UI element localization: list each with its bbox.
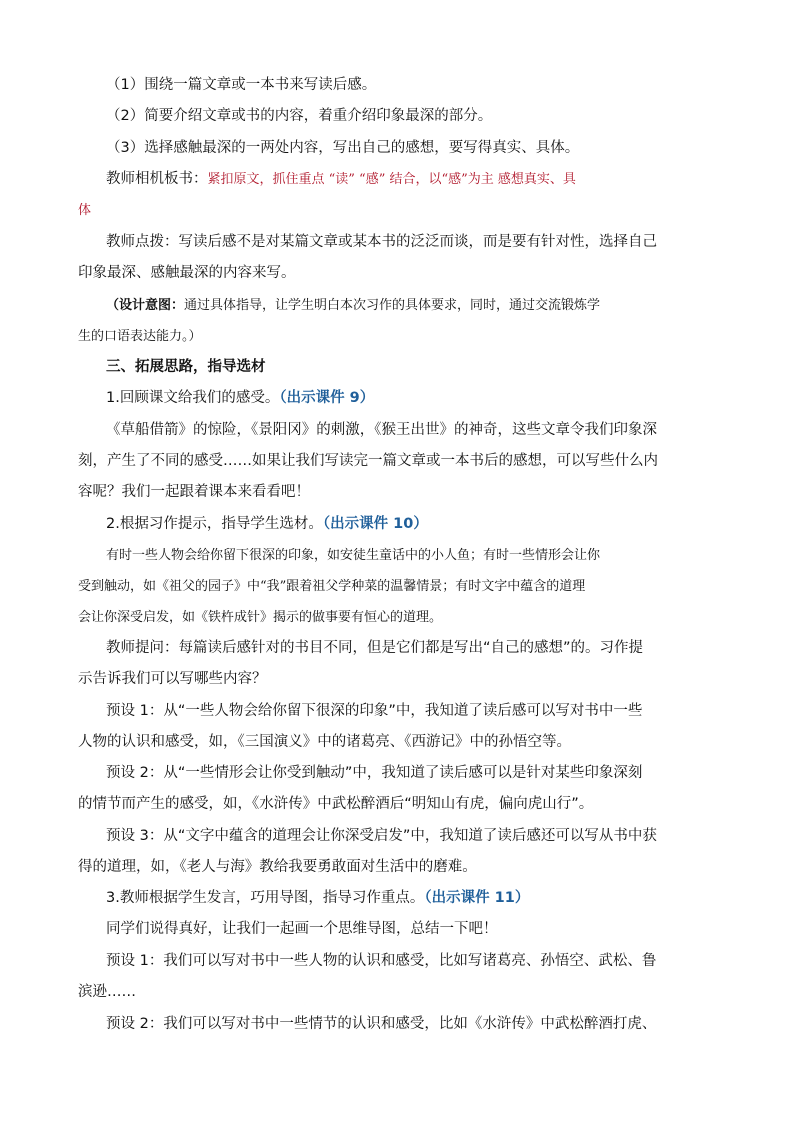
- step-3: [106, 883, 746, 915]
- teacher-question-cont: 示告诉我们可以写哪些内容？: [78, 671, 267, 687]
- blackboard-text-cont: 体: [78, 203, 92, 218]
- mindmap-preset-1: 预设 1：我们可以写对书中一些人物的认识和感受，比如写诸葛亮、孙悟空、武松、鲁: [106, 953, 657, 969]
- design-intent-label: （设计意图：: [106, 298, 185, 313]
- step-1: [106, 383, 746, 415]
- preset-3-cont: 得的道理，如，《老人与海》教给我要勇敢面对生活中的磨难。: [78, 859, 477, 875]
- step-2: [106, 509, 746, 541]
- courseware-ref-9: （出示课件 9）: [279, 390, 375, 406]
- mindmap-preset-1-cont: 滨逊……: [78, 984, 136, 1000]
- mindmap-preset-2: 预设 2：我们可以写对书中一些情节的认识和感受，比如《水浒传》中武松醉酒打虎、: [106, 1016, 657, 1032]
- hint-line-1: 有时一些人物会给你留下很深的印象，如安徒生童话中的小人鱼；有时一些情形会让你: [106, 548, 601, 563]
- teacher-question: 教师提问：每篇读后感针对的书目不同，但是它们都是写出“自己的感想”的。习作提: [106, 640, 644, 656]
- mindmap-intro: 同学们说得真好，让我们一起画一个思维导图，总结一下吧！: [106, 921, 498, 937]
- hint-line-3: 会让你深受启发，如《铁杵成针》揭示的做事要有恒心的道理。: [78, 610, 443, 625]
- blackboard-line: [106, 164, 746, 196]
- preset-3: 预设 3：从“文字中蕴含的道理会让你深受启发”中，我知道了读后感还可以写从书中获: [106, 828, 657, 844]
- preset-2: 预设 2：从“一些情形会让你受到触动”中，我知道了读后感可以是针对某些印象深刻: [106, 765, 643, 781]
- courseware-ref-11: （出示课件 11）: [424, 890, 530, 906]
- paragraph-1-line-3: 容呢？我们一起跟着课本来看看吧！: [78, 484, 310, 500]
- step-2-text: 2.根据习作提示，指导学生选材。: [106, 516, 323, 532]
- teacher-guidance: 教师点拨：写读后感不是对某篇文章或某本书的泛泛而谈，而是要有针对性，选择自己: [106, 234, 657, 250]
- hint-line-2: 受到触动，如《祖父的园子》中“我”跟着祖父学种菜的温馨情景；有时文字中蕴含的道理: [78, 579, 586, 594]
- preset-1-cont: 人物的认识和感受，如，《三国演义》中的诸葛亮、《西游记》中的孙悟空等。: [78, 734, 571, 750]
- blackboard-text: 紧扣原文，抓住重点 “读” “感” 结合，以“感”为主 感想真实、具: [207, 172, 576, 187]
- preset-1: 预设 1：从“一些人物会给你留下很深的印象”中，我知道了读后感可以写对书中一些: [106, 703, 643, 719]
- requirement-3: （3）选择感触最深的一两处内容，写出自己的感想，要写得真实、具体。: [106, 140, 580, 156]
- paragraph-1-line-2: 刻，产生了不同的感受……如果让我们写读完一篇文章或一本书后的感想，可以写些什么内: [78, 453, 658, 469]
- step-1-text: 1.回顾课文给我们的感受。: [106, 390, 280, 406]
- blackboard-label: 教师相机板书：: [106, 171, 208, 187]
- section-heading: 三、拓展思路，指导选材: [106, 359, 266, 375]
- step-3-text: 3.教师根据学生发言，巧用导图，指导习作重点。: [106, 890, 425, 906]
- preset-2-cont: 的情节而产生的感受，如，《水浒传》中武松醉酒后“明知山有虎，偏向虎山行”。: [78, 796, 594, 812]
- courseware-ref-10: （出示课件 10）: [322, 516, 428, 532]
- paragraph-1-line-1: 《草船借箭》的惊险，《景阳冈》的刺激，《猴王出世》的神奇，这些文章令我们印象深: [106, 422, 657, 438]
- requirement-2: （2）简要介绍文章或书的内容，着重介绍印象最深的部分。: [106, 108, 493, 124]
- design-intent-cont: 生的口语表达能力。）: [78, 329, 202, 344]
- design-intent: [106, 290, 746, 322]
- design-intent-text: 通过具体指导，让学生明白本次习作的具体要求，同时，通过交流锻炼学: [184, 298, 601, 313]
- requirement-1: （1）围绕一篇文章或一本书来写读后感。: [106, 77, 377, 93]
- teacher-guidance-cont: 印象最深、感触最深的内容来写。: [78, 265, 296, 281]
